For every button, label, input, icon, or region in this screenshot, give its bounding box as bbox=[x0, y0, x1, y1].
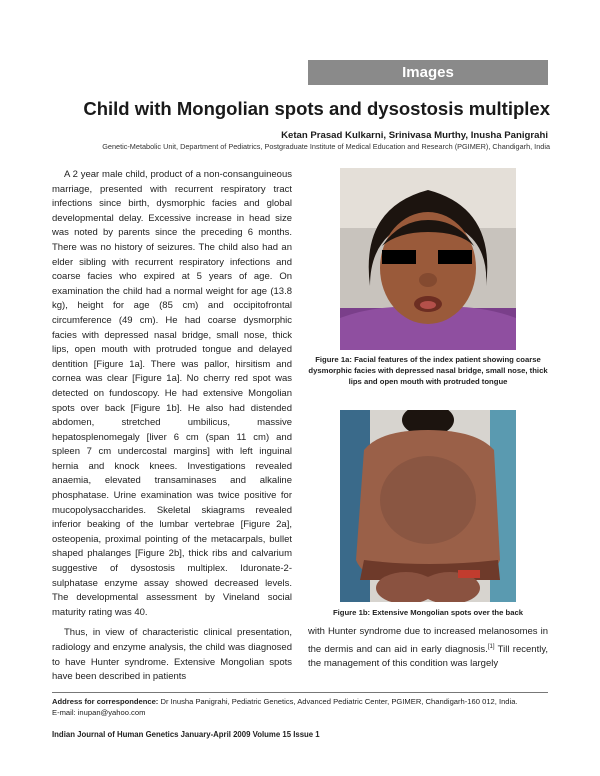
correspondence-label: Address for correspondence: bbox=[52, 697, 159, 706]
face-illustration bbox=[340, 168, 516, 350]
body-continuation bbox=[308, 625, 548, 672]
figure-1b-caption bbox=[308, 607, 548, 618]
figure-1a-caption bbox=[308, 354, 548, 387]
figure-1a-label: Figure 1a: bbox=[315, 355, 352, 364]
footnote-divider bbox=[52, 692, 548, 693]
body-paragraph-2: Thus, in view of characteristic clinical presentation, radiology and enzyme analysis, the child was diagnosed to have Hunter syndrome. Extensive Mongolian spots have been described in patients bbox=[52, 627, 292, 683]
figure-1a-caption-text: Facial features of the index patient showing coarse dysmorphic facies with depressed nasal bridge, small nose, thick lips and open mouth with protruded tongue bbox=[308, 355, 548, 386]
correspondence-email: E-mail: inupan@yahoo.com bbox=[52, 707, 146, 717]
section-banner: Images bbox=[308, 60, 548, 85]
continuation-text-b: Till recently, the management of this condition was largely bbox=[308, 643, 549, 670]
body-paragraph-1: A 2 year male child, product of a non-consanguineous marriage, presented with recurrent respiratory tract infections since birth, dysmorphic facies and global developmental delay. Excessive increase in head size was noted by parents since the preceding 6 months. There was no history of seizures. The child also had an elder sibling with recurrent respiratory infections and coarse facies who expired at 5 years of age. On examination the child had a normal weight for age (13.8 kg), height for age (85 cm) and occipitofrontal circumference (49 cm). He had coarse dysmorphic facies with depressed nasal bridge, small nose, thick lips, open mouth with protruded tongue and delayed dentition [Figure 1a]. There was pallor, hirsitism and cornea was clear [Figure 1a]. No cherry red spot was detected on fundoscopy. He had extensive Mongolian spots over back [Figure 1b]. He also had distended abdomen, stretched umbilicus, massive hepatosplenomegaly [liver 6 cm (span 11 cm) and spleen 7 cm undercostal margins] with left inguinal hernia and knock knees. Investigations revealed anaemia, elevated transaminases and alkaline phosphatase. Urine examination was twice positive for mucopolysaccharides. Skeletal skiagrams revealed inferior beaking of the lumbar vertebrae [Figure 2a], osteopenia, proximal pointing of the metacarpals, bullet shaped phalanges [Figure 2b], thick ribs and calvarium suggestive of dysostosis multiplex. Iduronate-2-sulphatase enzyme assay showed decreased levels. The developmental assessment by Vineland social maturity rating was 40. bbox=[52, 169, 292, 618]
article-title: Child with Mongolian spots and dysostosis multiplex bbox=[83, 98, 550, 119]
author-list: Ketan Prasad Kulkarni, Srinivasa Murthy, Inusha Panigrahi bbox=[281, 130, 548, 141]
correspondence-note bbox=[52, 697, 552, 718]
correspondence-address: Dr Inusha Panigrahi, Pediatric Genetics, Advanced Pediatric Center, PGIMER, Chandigarh-160 012, India. bbox=[158, 697, 518, 706]
figure-1a-photo bbox=[340, 168, 516, 350]
figure-1b-caption-text: Extensive Mongolian spots over the back bbox=[370, 608, 524, 617]
continuation-text-a: with Hunter syndrome due to increased melanosomes in the dermis and can aid in early diagnosis. bbox=[308, 626, 548, 655]
back-illustration bbox=[340, 410, 516, 602]
body-left-column bbox=[52, 168, 292, 685]
figure-1b-photo bbox=[340, 410, 516, 602]
body-right-column bbox=[308, 625, 548, 672]
journal-footer: Indian Journal of Human Genetics January-April 2009 Volume 15 Issue 1 bbox=[52, 730, 320, 739]
affiliation: Genetic-Metabolic Unit, Department of Pediatrics, Postgraduate Institute of Medical Education and Research (PGIMER), Chandigarh, India bbox=[102, 142, 550, 151]
figure-1b-label: Figure 1b: bbox=[332, 608, 371, 617]
reference-marker: [1] bbox=[487, 643, 495, 650]
